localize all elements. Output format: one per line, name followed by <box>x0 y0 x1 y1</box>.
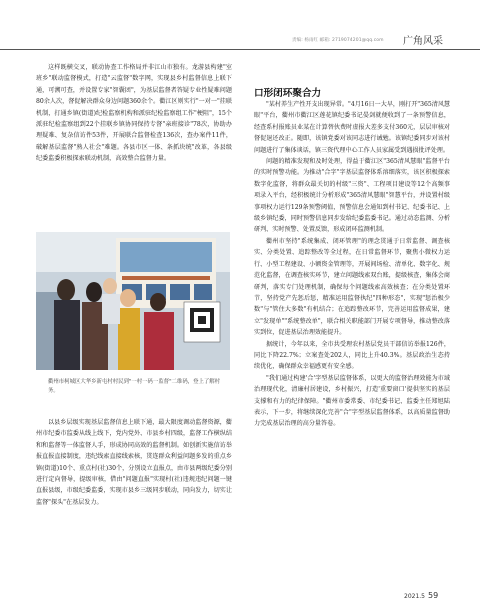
section-title: 口形闭环聚合力 <box>254 88 322 99</box>
page-footer <box>404 591 438 600</box>
right-paragraph-2: 问题的精准发现和及时处理，得益于衢江区"365清风慧眼"监督平台的实时预警功能。为推动"合字"字基层监督体系溶细落实，该区积极探索数字化监督，将群众最关切的村级"三资"、工程项目建设等12个高频事项录入平台，经积极统计分析形成"365清风慧眼"智慧平台，并设置村级事项权力运行129条预警阈值，预警信息会通知到村书记、纪委书记、上级乡镇纪委，同时预警信息同步发给纪委监委书记。通过动态监测、分析研判、实时预警、处置反馈，形成闭环监测机制。 <box>254 158 450 234</box>
left-bottom-paragraph: 以县乡层级实现基层监督信息上联下通，最大限度调动监督资源，衢州市纪委市监委从线上线下，党内党外、市县乡村四级，监督工作横纵结和和监督等一体监督人手，形成协同高效的监督机制。如创新实施信访举报直报直接制度，违纪线索直接线索核，贯连群众利益问题多发的重点乡镇(街道)10个、重点村(社)30个，分别设立直报点，由市县两级纪委分别进行定向督导，提级审核，借由"问题直报"实现村(社)违规违纪问题一键直报县级，市级纪委监委，实现市县乡三级同步联动，同向发力，切实让监督"探头"在基层发力。 <box>36 419 232 506</box>
header-meta: 责编: 杨雨红 邮箱: 2719074201@qq.com <box>292 38 384 43</box>
right-paragraph-3: 衢州市坚持"系统集成、闭环管理"的理念贯通于日常监督、调查核实、分类处置、追踪整改等全过程，在日常监督环节，聚焦小微权力运行、小型工程建设、小额资金管理等，开展间场检、清单化、数字化、规范化监督，在调查核实环节，建立问题线索双台账，提级核查，集体会商研判，落实专门处理机制，确保每个问题线索高效核查；在分类处置环节，坚持党产先惩后惩，精准运用监督执纪"四种形态"，实现"惩治极少数"与"管住大多数"有机结合；在追踪整改环节，完善运用监督成果，建立"发现单""系统整改单"，联合相关职能部门开展专项督导，推动整改落实到位，促进基层治理效能提升。 <box>254 237 450 337</box>
right-paragraph-4: 据统计，今年以来，全市共受理农村基层党员干部信访举报126件，同比下降22.7%；立案查处202人，同比上升40.3%。基层政治生态持续优化，确保群众幸福感更有安全感。 <box>254 340 450 371</box>
section-label: 广角风采 <box>403 36 443 47</box>
header-rule <box>0 49 480 50</box>
left-bottom-column <box>36 417 232 508</box>
page-header <box>0 0 480 48</box>
right-column <box>254 99 450 430</box>
photo-caption: 衢州市柯城区大华乡新屯村村民到"一村一码一监督"二维码，登上了解村务。 <box>48 379 221 394</box>
issue-label: 2021.5 <box>404 593 425 600</box>
right-paragraph-5: "我们通过构建'合'字型基层监督体系，以更大的监督治理效能为市域治理现代化，清廉村居建设，乡村振兴，打造'重要窗口'提供坚实的基层支撑和有力的纪律保障。"衢州市委常委、市纪委书记、监委主任郑旭陆表示，下一步，将继续深化完善"合"字型基层监督体系，以高质量监督助力完成基层治理的高分量答卷。 <box>254 374 450 428</box>
right-paragraph-1: "某村养生产性开支出现异常。"4月16日一大早，刚打开"365清风慧眼"平台，衢州市衢江区莲花镇纪委书记晏剑就便收到了一条预警信息，经查系村报账员业某在计算替伙费时虚报大差多支付360元，层层审核对督促退还改正。随即，该镇党委对该同志进行诫勉。该镇纪委同步对该村问题进行了集体谈话，镇三资代理中心工作人员家属受到遇损批评处理。 <box>254 101 451 154</box>
photo-illustration <box>36 232 230 370</box>
article-photo <box>36 232 230 370</box>
left-paragraph: 这样既横交叉，联动协查工作格局并非江山市独有。龙游县构建"室班乡"联动监督模式，打造"云监督"数字网，实现县乡村监督信息上联下通，可溯可查，并设置专家"智囊团"，为基层监督者答疑专业性疑难问题80余人次，督促解决群众身边问题360余个。衢江区则实行"一对一"挂联机制，打通乡镇(街道)纪检监察机构和派驻纪检监察组工作"梗阻"，15个派驻纪检监察组到22个挂联乡镇协同保持专督"亲班接诊"78次，协助办理疑难、复杂信访件53件，开展联合监督检查136次，查办案件11件，破解基层监督"熟人社会"难题。各县市区一体、条抓块统"改革，各县级纪委监委积极探索联动机制，高效整合监督力量。 <box>36 64 232 163</box>
page-number: 59 <box>428 591 439 600</box>
left-column <box>36 62 232 165</box>
